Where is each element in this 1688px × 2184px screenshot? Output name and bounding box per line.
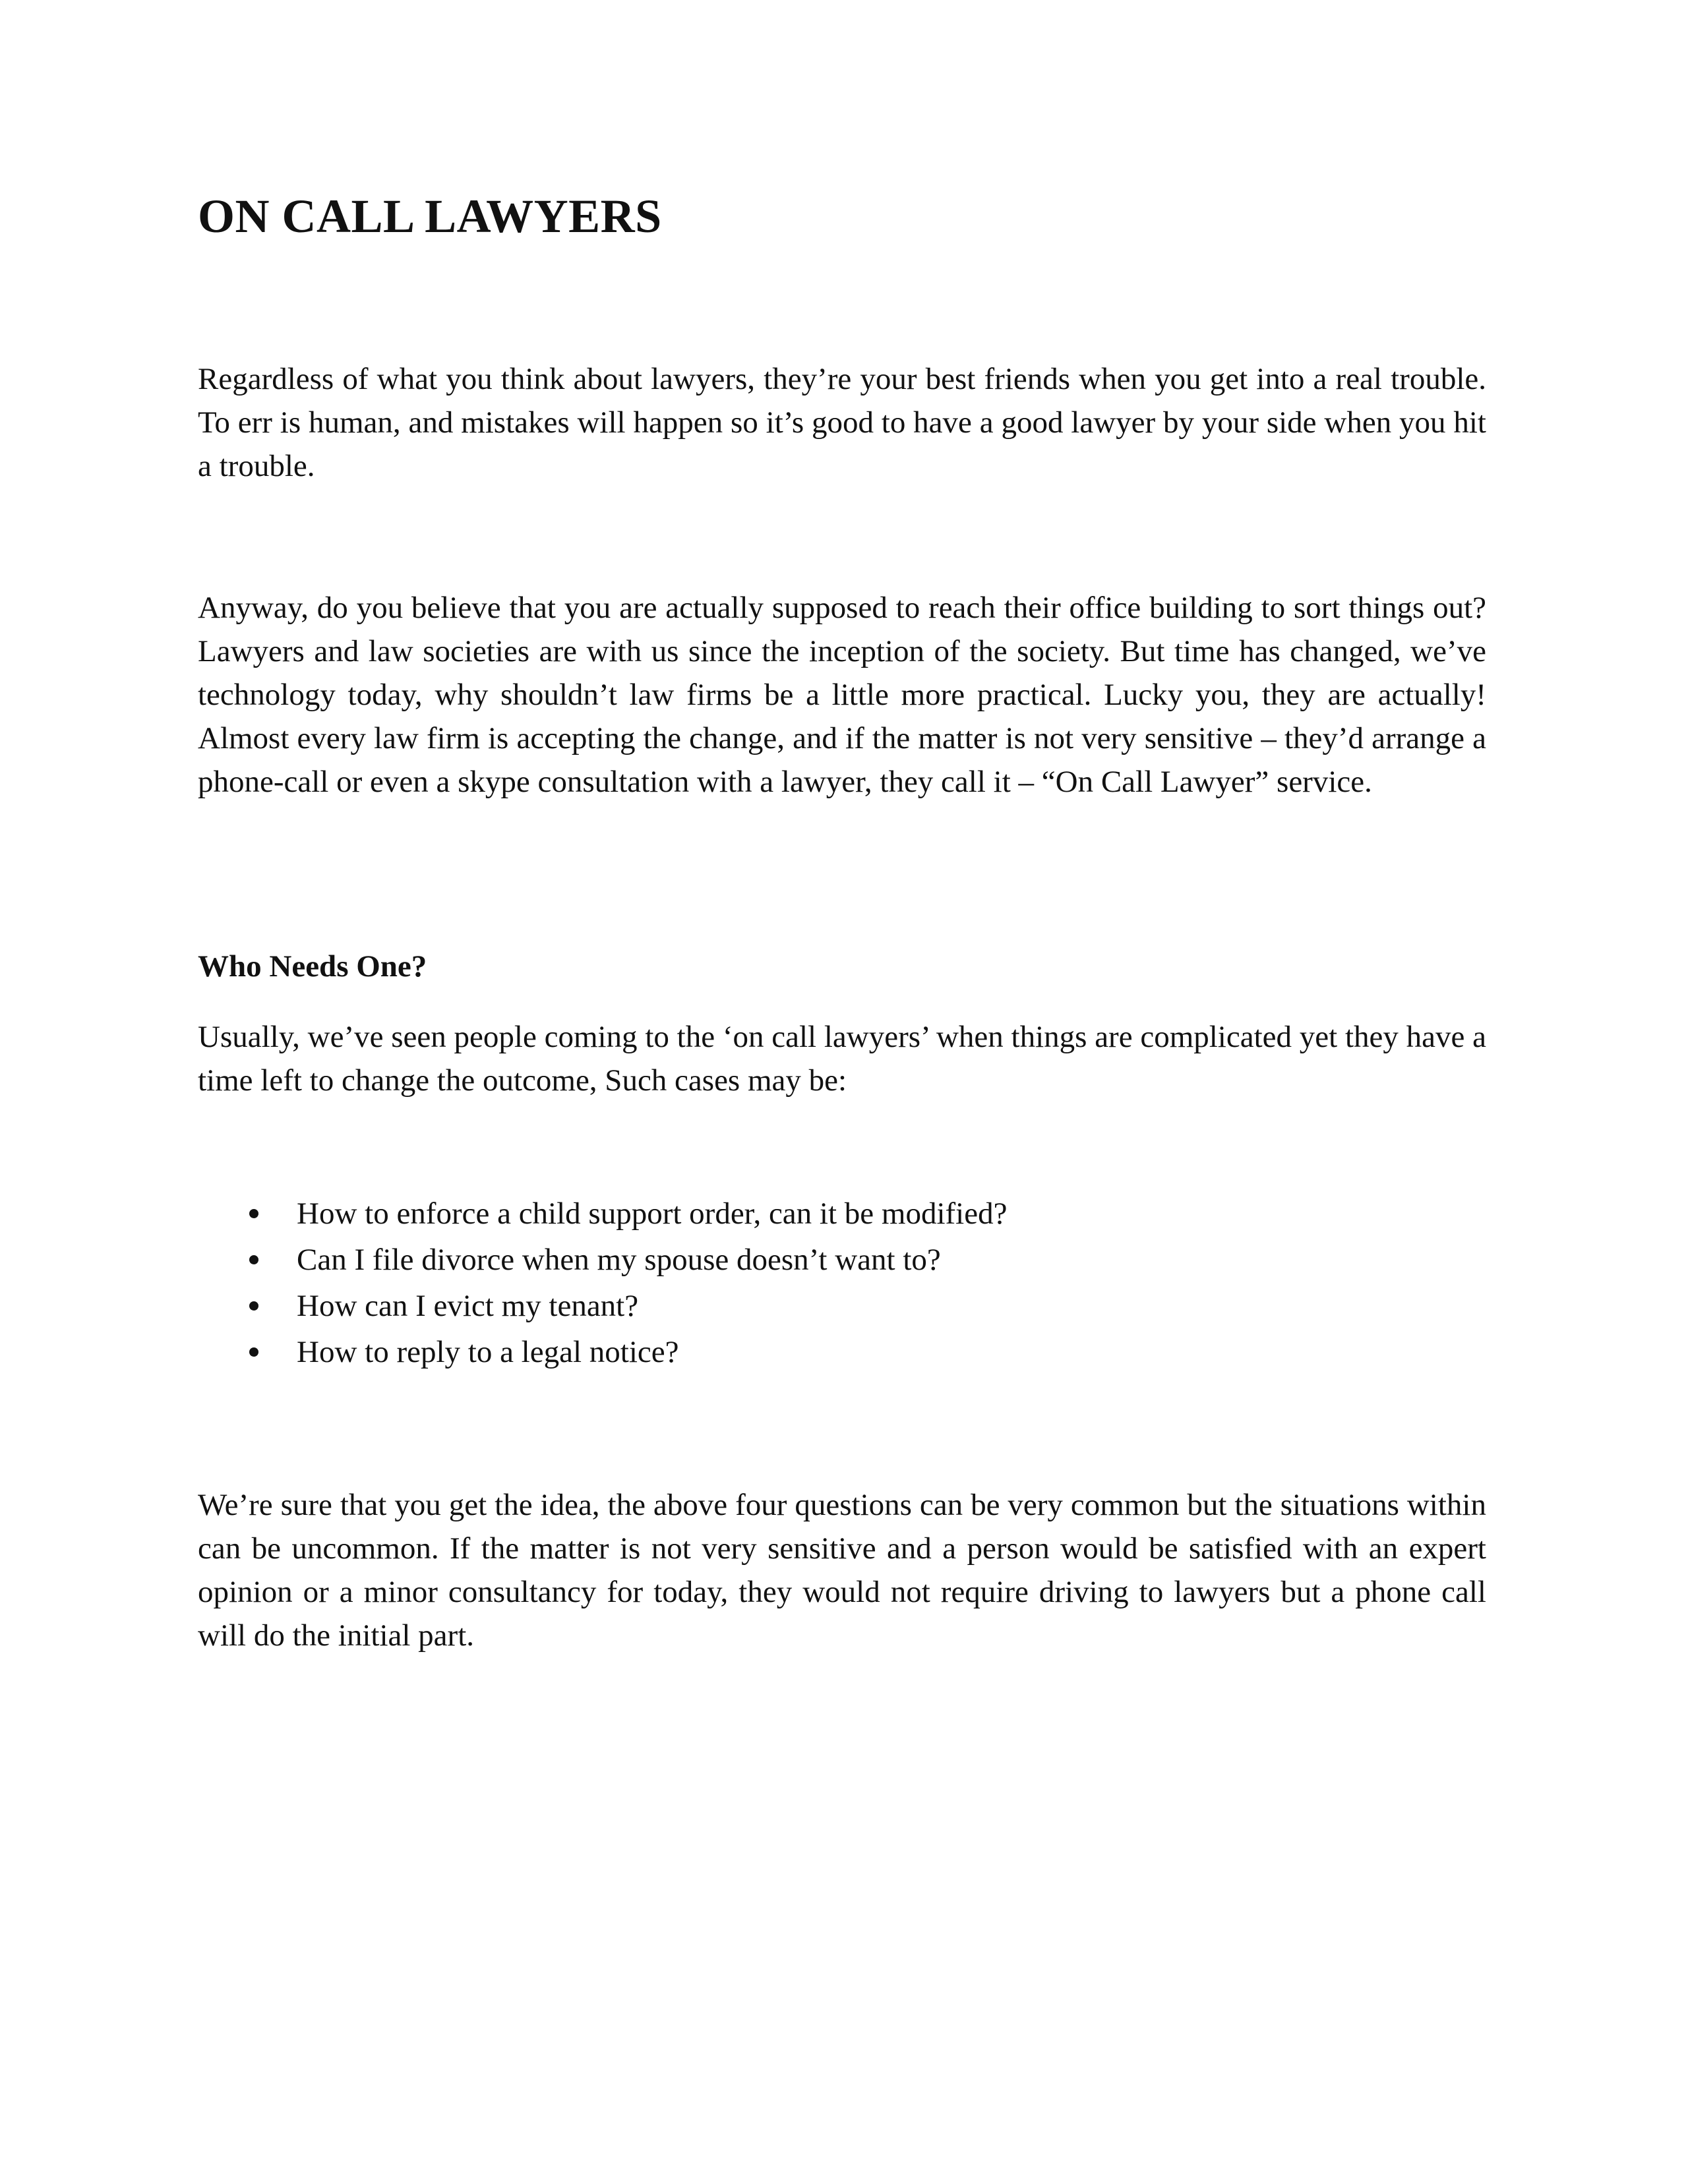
body-paragraph: Anyway, do you believe that you are actually supposed to reach their office building to sort things out? Lawyers and law societies are with us since the inception of the society. But time has changed, we’ve technology today, why shouldn’t law firms be a little more practical. Lucky you, they are actually! Almost every law firm is accepting the change, and if the matter is not very sensitive – they’d arrange a phone-call or even a skype consultation with a lawyer, they call it – “On Call Lawyer” service. — [198, 591, 1486, 799]
list-item-text: How to reply to a legal notice? — [297, 1335, 679, 1369]
list-item-text: How can I evict my tenant? — [297, 1289, 639, 1323]
bullet-icon — [249, 1301, 258, 1311]
list-item — [198, 1329, 1007, 1375]
section-heading: Who Needs One? — [198, 949, 427, 984]
page-title: ON CALL LAWYERS — [198, 190, 662, 243]
bullet-icon — [249, 1209, 258, 1218]
section-intro-paragraph: Usually, we’ve seen people coming to the ‘on call lawyers’ when things are complicated yet they have a time left to change the outcome, Such cases may be: — [198, 1020, 1486, 1098]
list-item — [198, 1237, 1007, 1283]
intro-paragraph: Regardless of what you think about lawyers, they’re your best friends when you get into a real trouble. To err is human, and mistakes will happen so it’s good to have a good lawyer by your side when you hit a trouble. — [198, 362, 1486, 483]
question-list — [198, 1191, 1007, 1375]
list-item — [198, 1283, 1007, 1329]
closing-paragraph: We’re sure that you get the idea, the above four questions can be very common but the situations within can be uncommon. If the matter is not very sensitive and a person would be satisfied with an expert opinion or a minor consultancy for today, they would not require driving to lawyers but a phone call will do the initial part. — [198, 1488, 1486, 1653]
bullet-icon — [249, 1347, 258, 1357]
list-item-text: How to enforce a child support order, can it be modified? — [297, 1196, 1008, 1231]
bullet-icon — [249, 1255, 258, 1264]
list-item — [198, 1191, 1007, 1237]
list-item-text: Can I file divorce when my spouse doesn’t want to? — [297, 1243, 941, 1277]
